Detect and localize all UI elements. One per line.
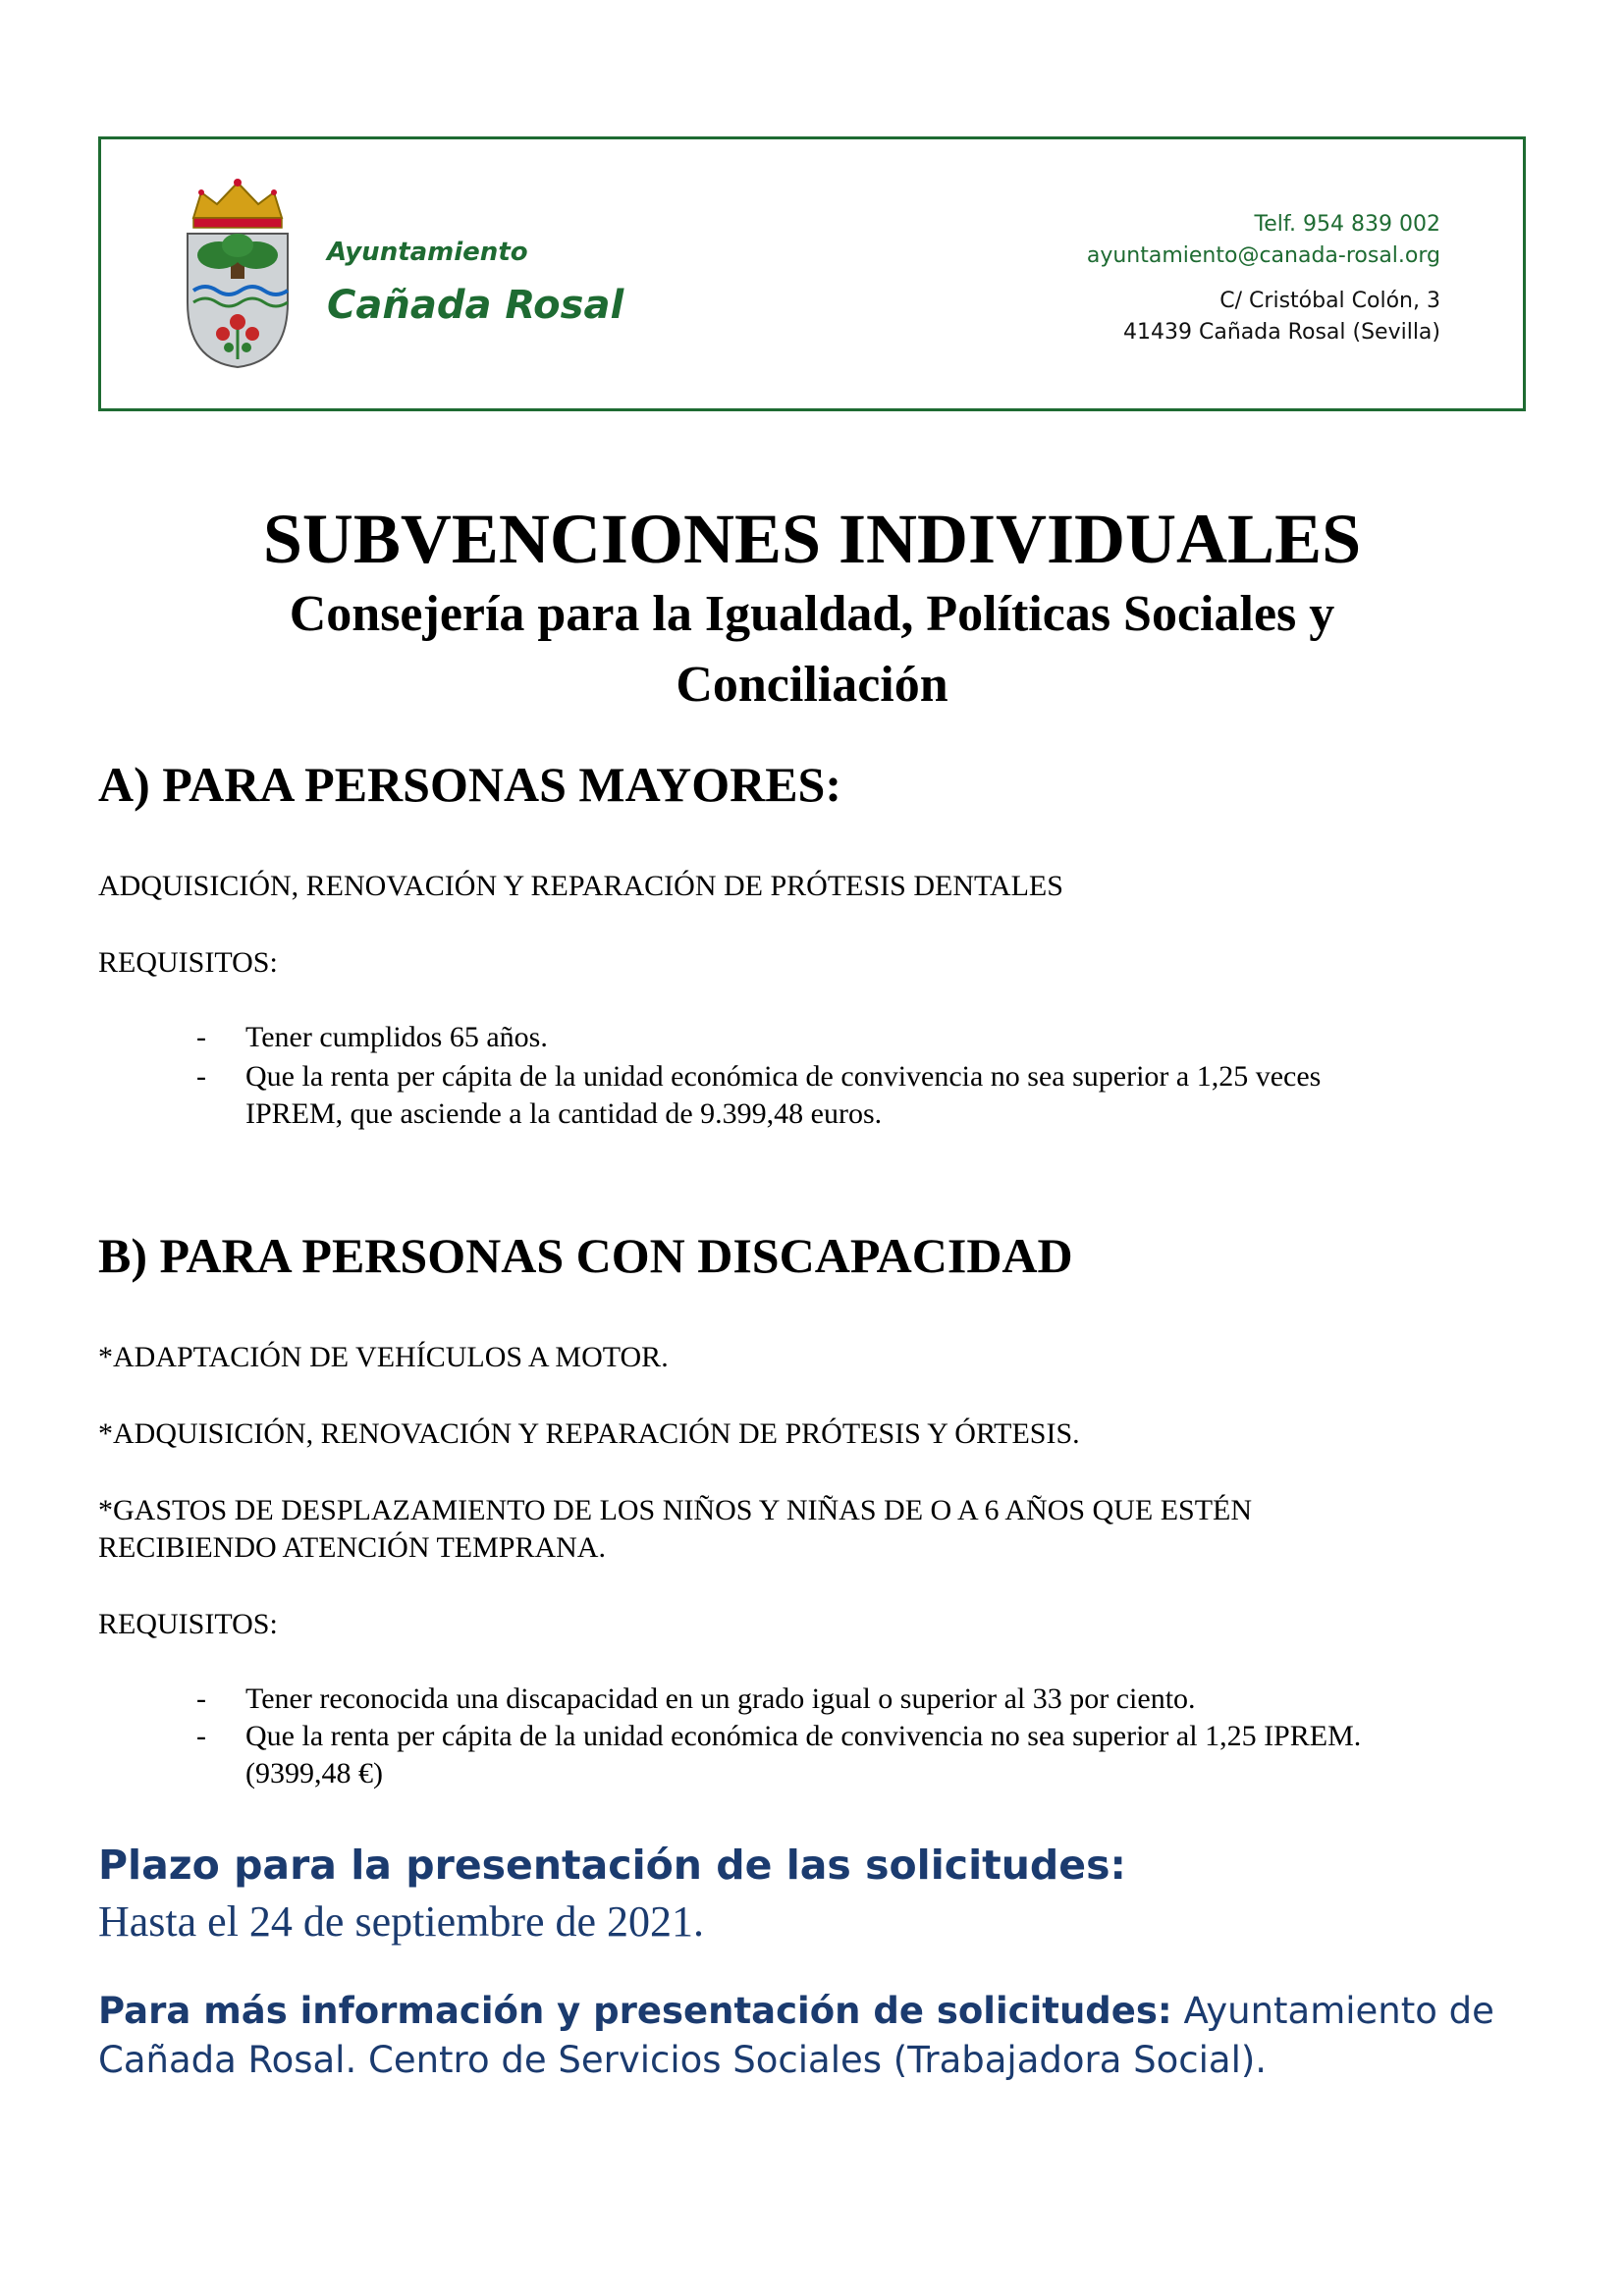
email: ayuntamiento@canada-rosal.org bbox=[1086, 243, 1440, 268]
section-b-requirement-1: Tener reconocida una discapacidad en un grado igual o superior al 33 por ciento. bbox=[245, 1682, 1196, 1715]
section-b-requirements-label: REQUISITOS: bbox=[98, 1608, 278, 1640]
bullet-dash: - bbox=[196, 1720, 206, 1752]
org-name-line2: Cañada Rosal bbox=[327, 283, 624, 328]
municipal-crest-icon bbox=[180, 175, 296, 371]
section-b-requirement-2-line2: (9399,48 €) bbox=[245, 1757, 383, 1789]
section-b-requirement-2-line1: Que la renta per cápita de la unidad económica de convivencia no sea superior al 1,25 IPREM. bbox=[245, 1720, 1362, 1752]
section-a-requirement-2-line1: Que la renta per cápita de la unidad económica de convivencia no sea superior a 1,25 veces bbox=[245, 1060, 1322, 1093]
page-title: SUBVENCIONES INDIVIDUALES bbox=[262, 500, 1362, 578]
page-subtitle-line1: Consejería para la Igualdad, Políticas Sociales y bbox=[289, 586, 1335, 642]
bullet-dash: - bbox=[196, 1021, 206, 1053]
city-address: 41439 Cañada Rosal (Sevilla) bbox=[1123, 320, 1440, 345]
section-b-item-3-line1: *GASTOS DE DESPLAZAMIENTO DE LOS NIÑOS Y NIÑAS DE O A 6 AÑOS QUE ESTÉN bbox=[98, 1494, 1253, 1526]
letterhead bbox=[98, 136, 1526, 411]
section-a-requirement-1: Tener cumplidos 65 años. bbox=[245, 1021, 548, 1053]
section-b-item-1: *ADAPTACIÓN DE VEHÍCULOS A MOTOR. bbox=[98, 1341, 669, 1373]
section-a-item: ADQUISICIÓN, RENOVACIÓN Y REPARACIÓN DE PRÓTESIS DENTALES bbox=[98, 870, 1063, 902]
section-a-requirement-2-line2: IPREM, que asciende a la cantidad de 9.399,48 euros. bbox=[245, 1097, 883, 1130]
more-info-text: Ayuntamiento de Cañada Rosal. Centro de Servicios Sociales (Trabajadora Social). bbox=[98, 1990, 1494, 2081]
section-b-item-3-line2: RECIBIENDO ATENCIÓN TEMPRANA. bbox=[98, 1531, 606, 1564]
section-a-heading: A) PARA PERSONAS MAYORES: bbox=[98, 757, 842, 812]
bullet-dash: - bbox=[196, 1682, 206, 1715]
section-a-requirements-label: REQUISITOS: bbox=[98, 946, 278, 979]
deadline-heading: Plazo para la presentación de las solicitudes: bbox=[98, 1842, 1126, 1889]
phone: Telf. 954 839 002 bbox=[1254, 212, 1440, 237]
page-subtitle-line2: Conciliación bbox=[676, 657, 948, 713]
section-b-item-2: *ADQUISICIÓN, RENOVACIÓN Y REPARACIÓN DE PRÓTESIS Y ÓRTESIS. bbox=[98, 1417, 1080, 1450]
section-b-heading: B) PARA PERSONAS CON DISCAPACIDAD bbox=[98, 1228, 1073, 1283]
more-info bbox=[98, 1987, 1532, 2085]
more-info-label: Para más información y presentación de solicitudes: bbox=[98, 1990, 1172, 2032]
org-name-line1: Ayuntamiento bbox=[327, 238, 528, 267]
street-address: C/ Cristóbal Colón, 3 bbox=[1219, 289, 1440, 313]
deadline-value: Hasta el 24 de septiembre de 2021. bbox=[98, 1897, 705, 1946]
bullet-dash: - bbox=[196, 1060, 206, 1093]
